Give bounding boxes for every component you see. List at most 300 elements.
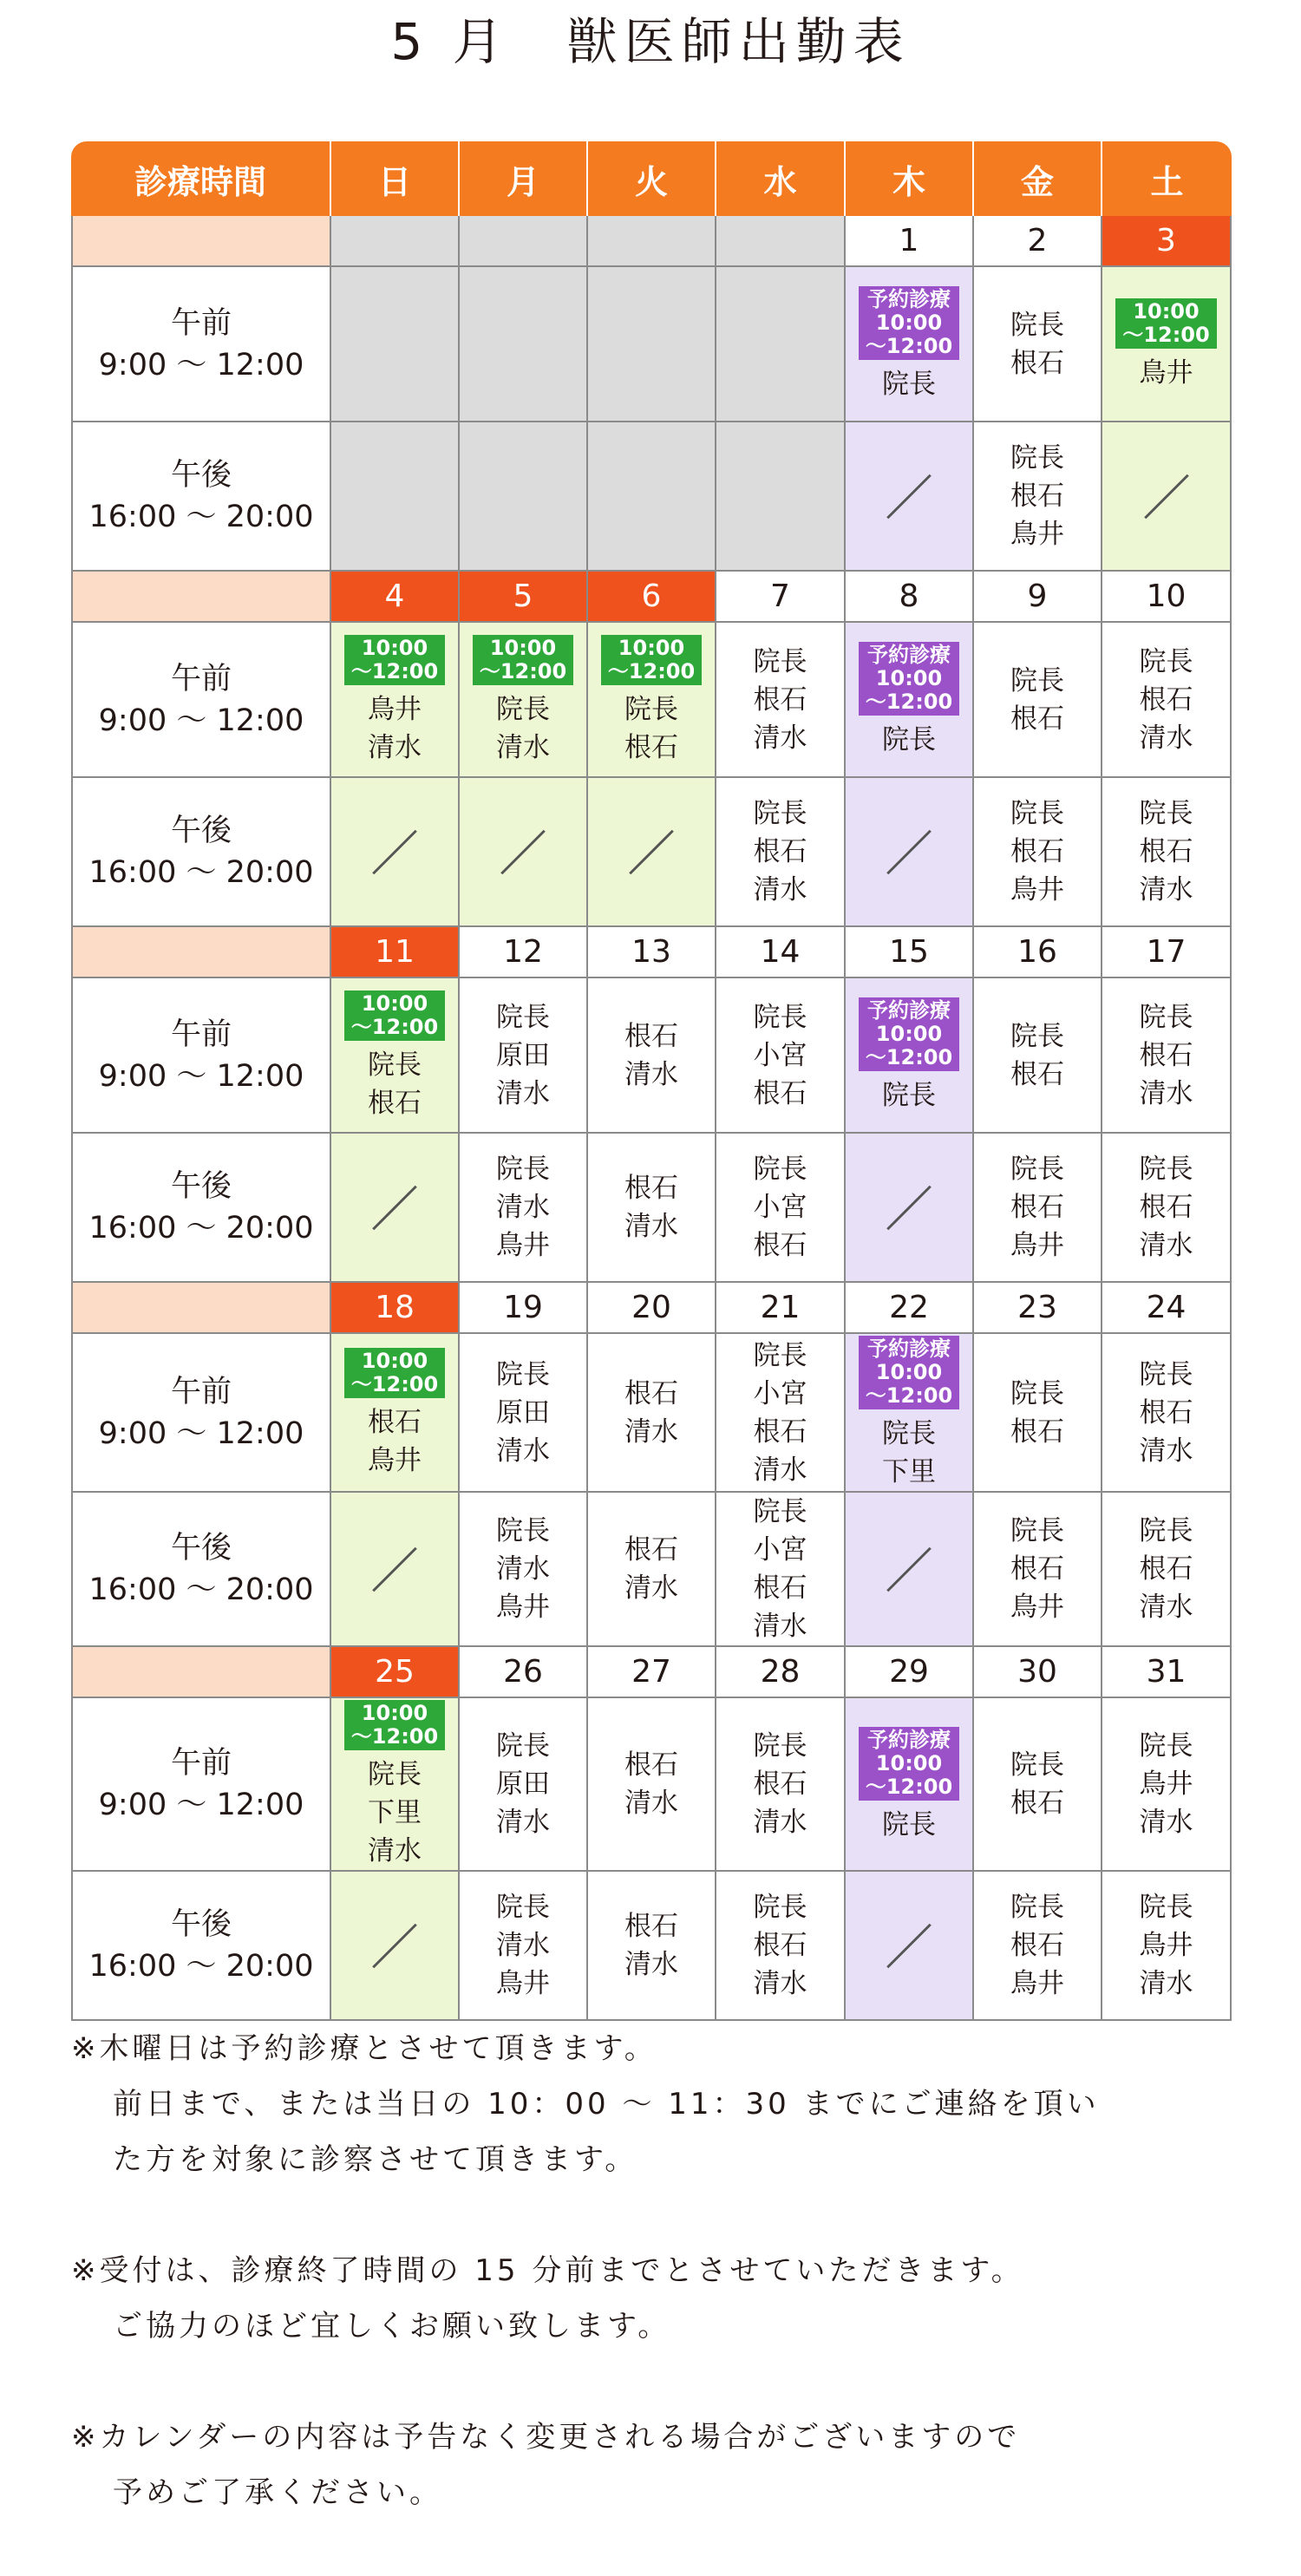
schedule-cell <box>974 422 1102 572</box>
vet-names <box>588 1017 715 1094</box>
closed-slash <box>886 1546 932 1592</box>
time-label <box>71 422 331 572</box>
vet-names <box>588 1746 715 1822</box>
schedule-cell <box>331 422 460 572</box>
vet-name: 院長 <box>496 1515 550 1546</box>
vet-name: 清水 <box>496 1807 550 1838</box>
hours-badge <box>344 1348 445 1398</box>
date-cell <box>716 216 846 267</box>
time-label-line: 午前 <box>170 1017 232 1052</box>
vet-name: 根石 <box>753 1415 807 1448</box>
note-line: 予めご了承ください。 <box>113 2475 442 2510</box>
vet-names <box>1102 1727 1230 1841</box>
header-row <box>71 141 1232 216</box>
vet-name: 根石 <box>1010 481 1064 512</box>
morning-row <box>71 1698 1232 1872</box>
vet-name: 原田 <box>496 1769 550 1800</box>
vet-names <box>1102 1512 1230 1626</box>
header-day: 日 <box>331 141 460 216</box>
date-cell <box>588 216 716 267</box>
closed-slash <box>1144 474 1189 519</box>
vet-names <box>716 1888 844 2003</box>
schedule-cell <box>716 978 846 1134</box>
date-cell: 31 <box>1102 1647 1232 1698</box>
badge-line: 〜12:00 <box>865 1774 953 1799</box>
closed-slash <box>500 829 546 874</box>
vet-names <box>716 998 844 1113</box>
vet-name: 鳥井 <box>1139 1769 1193 1800</box>
vet-name: 鳥井 <box>1139 1930 1193 1961</box>
date-cell: 18 <box>331 1283 460 1334</box>
vet-name: 小宮 <box>753 1377 807 1409</box>
time-label-line: 9:00 〜 12:00 <box>98 1058 304 1094</box>
note-line: ※カレンダーの内容は予告なく変更される場合がございますので <box>71 2420 1021 2455</box>
schedule-cell <box>846 1334 974 1493</box>
time-label-line: 16:00 〜 20:00 <box>88 500 314 534</box>
vet-name: 院長 <box>1139 798 1193 829</box>
schedule-cell <box>974 1134 1102 1283</box>
vet-name: 院長 <box>1139 1515 1193 1546</box>
badge-line: 〜12:00 <box>865 1045 953 1069</box>
vet-name: 清水 <box>624 1949 678 1980</box>
schedule-cell <box>1102 1493 1232 1647</box>
date-cell: 29 <box>846 1647 974 1698</box>
vet-name: 清水 <box>753 1454 807 1486</box>
schedule-cell <box>974 267 1102 422</box>
closed-slash <box>372 1546 417 1592</box>
vet-name: 院長 <box>753 1154 807 1185</box>
vet-names <box>716 1150 844 1265</box>
date-cell: 21 <box>716 1283 846 1334</box>
closed-slash <box>886 474 932 519</box>
badge-line: 10:00 <box>1133 298 1200 324</box>
schedule-cell <box>460 1872 588 2021</box>
vet-name: 院長 <box>496 1358 550 1390</box>
vet-name: 院長 <box>496 693 550 725</box>
time-label-line: 午後 <box>170 1531 232 1566</box>
schedule-body <box>71 216 1232 2021</box>
schedule-cell <box>846 778 974 927</box>
vet-name: 清水 <box>753 1807 807 1838</box>
vet-name: 院長 <box>753 1496 807 1527</box>
note <box>71 2021 1251 2187</box>
badge-line: 〜12:00 <box>865 334 953 358</box>
schedule-cell <box>331 1493 460 1647</box>
date-row <box>71 1647 1232 1698</box>
date-cell: 11 <box>331 927 460 978</box>
vet-name: 清水 <box>1139 1807 1193 1838</box>
badge-line: 〜12:00 <box>1122 322 1210 347</box>
vet-names <box>460 998 586 1113</box>
schedule-cell <box>460 422 588 572</box>
vet-name: 根石 <box>753 1769 807 1800</box>
badge-line: 〜12:00 <box>350 1371 439 1396</box>
closed-slash <box>372 1923 417 1968</box>
vet-names <box>846 721 972 759</box>
vet-names <box>846 1076 972 1115</box>
vet-name: 根石 <box>1010 1192 1064 1223</box>
badge-line: 10:00 <box>361 1701 428 1725</box>
date-cell: 6 <box>588 572 716 623</box>
vet-name: 清水 <box>496 1553 550 1585</box>
vet-name: 根石 <box>1139 836 1193 867</box>
vet-name: 清水 <box>1139 1077 1193 1109</box>
vet-name: 根石 <box>1139 1396 1193 1429</box>
date-cell: 16 <box>974 927 1102 978</box>
vet-name: 鳥井 <box>496 1592 550 1623</box>
badge-line: 〜12:00 <box>607 658 696 683</box>
date-cell: 27 <box>588 1647 716 1698</box>
vet-names <box>331 1046 458 1122</box>
vet-name: 清水 <box>1139 1435 1193 1467</box>
vet-name: 院長 <box>496 1730 550 1762</box>
closed-slash <box>372 1185 417 1230</box>
date-row <box>71 1283 1232 1334</box>
schedule-cell <box>460 778 588 927</box>
vet-names <box>331 1755 458 1870</box>
vet-name: 院長 <box>496 1154 550 1185</box>
vet-name: 原田 <box>496 1039 550 1071</box>
header-day: 水 <box>716 141 846 216</box>
vet-name: 院長 <box>753 798 807 829</box>
morning-row <box>71 978 1232 1134</box>
time-label-line: 16:00 〜 20:00 <box>88 1572 314 1607</box>
vet-name: 根石 <box>624 1534 678 1566</box>
vet-name: 院長 <box>1010 1749 1064 1781</box>
vet-name: 院長 <box>882 724 936 755</box>
vet-names <box>846 1806 972 1844</box>
schedule-cell <box>588 623 716 778</box>
schedule-cell <box>588 1334 716 1493</box>
reservation-badge <box>859 1727 959 1801</box>
badge-line: 10:00 <box>875 1360 943 1384</box>
vet-name: 鳥井 <box>496 1968 550 1999</box>
vet-names <box>1102 998 1230 1113</box>
schedule-cell <box>846 422 974 572</box>
vet-name: 院長 <box>753 1730 807 1762</box>
vet-name: 根石 <box>1010 1930 1064 1961</box>
schedule-cell <box>846 1872 974 2021</box>
time-label-line: 午後 <box>170 814 232 848</box>
vet-name: 根石 <box>624 1911 678 1942</box>
vet-names <box>331 1403 458 1480</box>
badge-line: 予約診療 <box>867 1727 951 1752</box>
date-cell: 1 <box>846 216 974 267</box>
note <box>71 2243 1251 2354</box>
date-row-label <box>71 1283 331 1334</box>
vet-names <box>588 1169 715 1246</box>
time-label-line: 午前 <box>170 661 232 696</box>
badge-line: 10:00 <box>361 635 428 660</box>
vet-name: 下里 <box>368 1797 422 1828</box>
badge-line: 10:00 <box>875 1022 943 1046</box>
schedule-cell <box>588 1872 716 2021</box>
schedule-cell <box>460 623 588 778</box>
header-day: 土 <box>1102 141 1232 216</box>
vet-name: 清水 <box>624 1788 678 1819</box>
vet-name: 院長 <box>1010 1377 1064 1409</box>
time-label-line: 9:00 〜 12:00 <box>98 347 304 382</box>
vet-name: 小宮 <box>753 1534 807 1566</box>
time-label-line: 9:00 〜 12:00 <box>98 1788 304 1822</box>
schedule-cell <box>588 1493 716 1647</box>
date-cell: 2 <box>974 216 1102 267</box>
vet-name: 清水 <box>624 1415 678 1448</box>
schedule-cell <box>1102 623 1232 778</box>
schedule-cell <box>1102 778 1232 927</box>
vet-name: 根石 <box>1139 1039 1193 1071</box>
vet-name: 清水 <box>496 1192 550 1223</box>
vet-name: 根石 <box>1010 1788 1064 1819</box>
time-label-line: 午前 <box>170 1374 232 1409</box>
vet-name: 根石 <box>753 1077 807 1109</box>
header-day: 木 <box>846 141 974 216</box>
time-label <box>71 1698 331 1872</box>
date-cell: 4 <box>331 572 460 623</box>
vet-name: 清水 <box>1139 722 1193 754</box>
hours-badge <box>473 635 573 685</box>
date-row-label <box>71 927 331 978</box>
date-cell: 28 <box>716 1647 846 1698</box>
vet-name: 院長 <box>1010 1020 1064 1052</box>
vet-name: 院長 <box>753 1339 807 1371</box>
vet-name: 鳥井 <box>1010 1592 1064 1623</box>
vet-names <box>588 1907 715 1984</box>
closed-slash <box>886 1185 932 1230</box>
schedule-cell <box>716 422 846 572</box>
badge-line: 10:00 <box>361 1348 428 1373</box>
vet-names <box>974 662 1101 738</box>
schedule-cell <box>588 1698 716 1872</box>
reservation-badge <box>859 286 959 360</box>
note-line: ※受付は、診療終了時間の 15 分前までとさせていただきます。 <box>71 2253 1024 2288</box>
badge-line: 〜12:00 <box>865 1383 953 1408</box>
schedule-cell <box>974 1493 1102 1647</box>
vet-name: 清水 <box>1139 1230 1193 1261</box>
time-label <box>71 1493 331 1647</box>
header-day: 火 <box>588 141 716 216</box>
vet-names <box>1102 643 1230 757</box>
date-cell: 5 <box>460 572 588 623</box>
schedule-cell <box>460 1698 588 1872</box>
morning-row <box>71 623 1232 778</box>
date-cell: 19 <box>460 1283 588 1334</box>
afternoon-row <box>71 778 1232 927</box>
date-cell <box>331 216 460 267</box>
vet-name: 鳥井 <box>1010 519 1064 550</box>
page-title: 5 月 獣医師出勤表 <box>390 12 911 71</box>
vet-name: 根石 <box>753 1572 807 1604</box>
vet-name: 根石 <box>368 1087 422 1119</box>
vet-name: 根石 <box>368 1406 422 1438</box>
date-cell: 20 <box>588 1283 716 1334</box>
date-cell: 30 <box>974 1647 1102 1698</box>
vet-names <box>1102 354 1230 392</box>
time-label-line: 9:00 〜 12:00 <box>98 703 304 738</box>
schedule-cell <box>588 778 716 927</box>
schedule-cell <box>1102 978 1232 1134</box>
vet-names <box>716 1337 844 1489</box>
vet-name: 鳥井 <box>1010 1230 1064 1261</box>
vet-names <box>460 1512 586 1626</box>
date-row <box>71 572 1232 623</box>
vet-name: 院長 <box>753 645 807 677</box>
hours-badge <box>344 635 445 685</box>
schedule-cell <box>460 1493 588 1647</box>
vet-names <box>846 365 972 403</box>
date-row <box>71 216 1232 267</box>
time-label <box>71 267 331 422</box>
morning-row <box>71 267 1232 422</box>
afternoon-row <box>71 1872 1232 2021</box>
vet-names <box>588 1531 715 1607</box>
badge-line: 〜12:00 <box>350 1724 439 1749</box>
badge-line: 10:00 <box>875 666 943 690</box>
vet-name: 院長 <box>624 693 678 725</box>
vet-name: 根石 <box>624 1749 678 1781</box>
vet-names <box>716 643 844 757</box>
vet-name: 小宮 <box>753 1192 807 1223</box>
vet-name: 根石 <box>624 1377 678 1409</box>
vet-names <box>974 306 1101 382</box>
vet-name: 小宮 <box>753 1039 807 1071</box>
time-label <box>71 978 331 1134</box>
date-cell: 8 <box>846 572 974 623</box>
vet-name: 院長 <box>368 1049 422 1081</box>
reservation-badge <box>859 1336 959 1409</box>
time-label-line: 午後 <box>170 458 232 493</box>
schedule-cell <box>716 778 846 927</box>
schedule-cell <box>331 623 460 778</box>
badge-line: 〜12:00 <box>479 658 567 683</box>
notes <box>71 2021 1251 2576</box>
vet-name: 院長 <box>753 1892 807 1923</box>
vet-names <box>716 1493 844 1645</box>
schedule-cell <box>1102 1872 1232 2021</box>
vet-name: 根石 <box>753 1930 807 1961</box>
time-label <box>71 1334 331 1493</box>
time-label <box>71 1872 331 2021</box>
schedule-cell <box>846 1134 974 1283</box>
schedule-cell <box>974 1334 1102 1493</box>
schedule-cell <box>716 623 846 778</box>
schedule-cell <box>331 778 460 927</box>
vet-name: 清水 <box>1139 1968 1193 1999</box>
badge-line: 10:00 <box>875 1750 943 1775</box>
vet-names <box>974 439 1101 553</box>
date-row-label <box>71 216 331 267</box>
vet-name: 清水 <box>1139 1592 1193 1623</box>
date-cell: 13 <box>588 927 716 978</box>
closed-slash <box>886 1923 932 1968</box>
badge-line: 10:00 <box>875 311 943 335</box>
date-cell: 26 <box>460 1647 588 1698</box>
vet-name: 院長 <box>1139 1730 1193 1762</box>
hours-badge <box>601 635 702 685</box>
vet-name: 清水 <box>1139 874 1193 906</box>
schedule-cell <box>974 623 1102 778</box>
date-cell: 15 <box>846 927 974 978</box>
schedule-cell <box>460 978 588 1134</box>
schedule-cell <box>1102 1698 1232 1872</box>
time-label <box>71 1134 331 1283</box>
vet-name: 清水 <box>496 1930 550 1961</box>
time-label-line: 16:00 〜 20:00 <box>88 1949 314 1984</box>
time-label-line: 午前 <box>170 1746 232 1781</box>
schedule-cell <box>716 1872 846 2021</box>
badge-line: 10:00 <box>361 991 428 1016</box>
schedule-cell <box>716 1334 846 1493</box>
note-line: 前日まで、または当日の 10：00 〜 11：30 までにご連絡を頂い <box>113 2087 1100 2122</box>
schedule-cell <box>974 978 1102 1134</box>
vet-name: 清水 <box>368 1835 422 1867</box>
schedule-cell <box>1102 422 1232 572</box>
badge-line: 予約診療 <box>867 998 951 1023</box>
note <box>71 2409 1251 2520</box>
badge-line: 予約診療 <box>867 643 951 667</box>
vet-name: 清水 <box>624 1211 678 1242</box>
schedule-cell <box>974 1698 1102 1872</box>
schedule-cell <box>716 1698 846 1872</box>
vet-name: 院長 <box>882 369 936 400</box>
schedule-cell <box>974 1872 1102 2021</box>
vet-name: 院長 <box>1139 645 1193 677</box>
date-cell: 7 <box>716 572 846 623</box>
schedule-cell <box>331 978 460 1134</box>
header-day: 月 <box>460 141 588 216</box>
time-label <box>71 778 331 927</box>
schedule-cell <box>588 978 716 1134</box>
schedule-cell <box>588 422 716 572</box>
reservation-badge <box>859 997 959 1071</box>
schedule-cell <box>974 778 1102 927</box>
afternoon-row <box>71 1493 1232 1647</box>
vet-names <box>974 794 1101 909</box>
vet-name: 院長 <box>1139 1358 1193 1390</box>
vet-name: 根石 <box>753 683 807 716</box>
badge-line: 予約診療 <box>867 287 951 311</box>
date-cell: 23 <box>974 1283 1102 1334</box>
afternoon-row <box>71 1134 1232 1283</box>
schedule-cell <box>716 1493 846 1647</box>
vet-name: 根石 <box>753 1230 807 1261</box>
closed-slash <box>372 829 417 874</box>
vet-name: 原田 <box>496 1396 550 1429</box>
morning-row <box>71 1334 1232 1493</box>
schedule-cell <box>331 1698 460 1872</box>
time-label-line: 午前 <box>170 305 232 341</box>
vet-name: 清水 <box>624 1572 678 1604</box>
date-cell: 9 <box>974 572 1102 623</box>
schedule-cell <box>716 267 846 422</box>
vet-name: 院長 <box>496 1892 550 1923</box>
vet-name: 根石 <box>753 836 807 867</box>
schedule-cell <box>1102 1134 1232 1283</box>
schedule-cell <box>331 1134 460 1283</box>
vet-name: 下里 <box>882 1456 936 1487</box>
vet-name: 清水 <box>368 731 422 763</box>
schedule-cell <box>846 1493 974 1647</box>
badge-line: 〜12:00 <box>350 658 439 683</box>
date-row-label <box>71 1647 331 1698</box>
schedule-cell <box>588 1134 716 1283</box>
vet-name: 根石 <box>1010 347 1064 379</box>
vet-name: 根石 <box>1010 1415 1064 1448</box>
vet-names <box>460 1356 586 1470</box>
schedule-cell <box>588 267 716 422</box>
date-cell: 25 <box>331 1647 460 1698</box>
hours-badge <box>344 991 445 1041</box>
